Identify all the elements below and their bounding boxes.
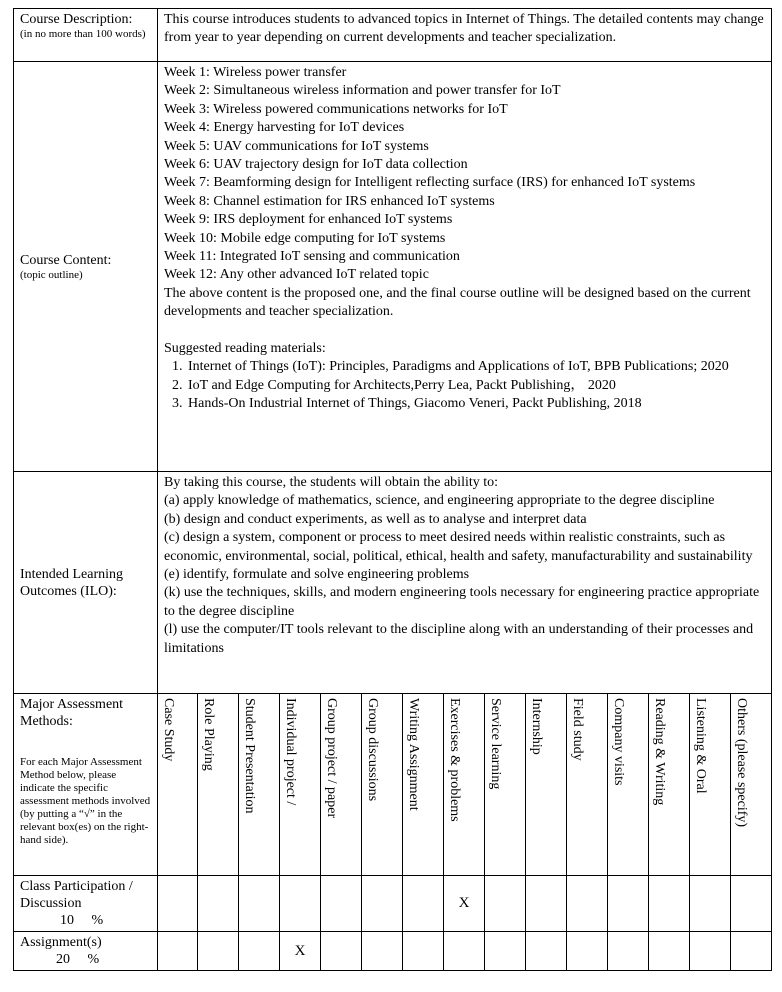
week-item: Week 3: Wireless powered communications networks for IoT xyxy=(164,101,508,117)
assessment-row-percent: 20 % xyxy=(56,952,100,967)
method-label: Reading & Writing xyxy=(652,698,667,806)
content-label: Course Content: xyxy=(20,252,112,268)
method-label: Company visits xyxy=(611,698,626,786)
ilo-label: Intended Learning Outcomes (ILO): xyxy=(14,472,158,694)
mark-cell[interactable]: X xyxy=(444,876,485,932)
mark-cell[interactable] xyxy=(239,932,280,971)
mark-cell[interactable] xyxy=(444,932,485,971)
mark-cell[interactable] xyxy=(158,876,198,932)
reading-item: 2. IoT and Edge Computing for Architects,Perry Lea, Packt Publishing， 2020 xyxy=(186,377,765,395)
assessment-instructions: For each Major Assessment Method below, please indicate the specific assessment methods involved (by putting a “√” in the relevant box(es) on the right-hand side). xyxy=(20,756,151,846)
mark-cell[interactable] xyxy=(485,876,526,932)
method-header xyxy=(198,694,239,876)
reading-title: Suggested reading materials: xyxy=(164,340,326,356)
ilo-item: (c) design a system, component or process to meet desired needs within realistic constraints, such as economic, environmental, social, political, ethical, health and safety, manufacturability and sustainability xyxy=(164,530,753,564)
method-label: Internship xyxy=(529,698,544,755)
method-label: Student Presentation xyxy=(242,698,257,814)
ilo-intro: By taking this course, the students will obtain the ability to: xyxy=(164,475,499,490)
description-row xyxy=(14,9,772,62)
ilo-item: (l) use the computer/IT tools relevant to the discipline along with an understanding of their processes and limitations xyxy=(164,622,754,656)
mark-cell[interactable] xyxy=(690,876,731,932)
mark-cell[interactable] xyxy=(198,932,239,971)
week-item: Week 5: UAV communications for IoT systems xyxy=(164,138,429,154)
method-label: Exercises & problems xyxy=(447,698,462,822)
method-label: Role Playing xyxy=(201,698,216,771)
method-header xyxy=(526,694,567,876)
mark-cell[interactable] xyxy=(690,932,731,971)
mark-cell[interactable]: X xyxy=(280,932,321,971)
assessment-row-participation xyxy=(14,876,772,932)
ilo-item: (e) identify, formulate and solve engineering problems xyxy=(164,567,470,583)
method-header xyxy=(321,694,362,876)
method-header xyxy=(608,694,649,876)
ilo-text xyxy=(158,472,772,694)
method-header xyxy=(280,694,321,876)
mark-cell[interactable] xyxy=(321,932,362,971)
method-label: Field study xyxy=(570,698,585,761)
description-text: This course introduces students to advanced topics in Internet of Things. The detailed contents may change from year to year depending on current developments and teacher specialization. xyxy=(158,9,772,62)
content-label-cell xyxy=(14,62,158,472)
assessment-row-percent: 10 % xyxy=(60,913,104,928)
method-header xyxy=(649,694,690,876)
mark-cell[interactable] xyxy=(567,932,608,971)
content-row xyxy=(14,62,772,472)
method-label: Listening & Oral xyxy=(693,698,708,794)
assessment-label-cell xyxy=(14,694,158,876)
mark-cell[interactable] xyxy=(649,876,690,932)
mark-cell[interactable] xyxy=(731,876,772,932)
method-header xyxy=(690,694,731,876)
mark-cell[interactable] xyxy=(526,876,567,932)
week-item: Week 6: UAV trajectory design for IoT data collection xyxy=(164,157,468,173)
method-label: Writing Assignment xyxy=(406,698,421,811)
method-header xyxy=(403,694,444,876)
assessment-label: Major Assessment Methods: xyxy=(20,697,124,729)
mark-cell[interactable] xyxy=(158,932,198,971)
ilo-item: (a) apply knowledge of mathematics, science, and engineering appropriate to the degree discipline xyxy=(164,493,715,509)
content-text xyxy=(158,62,772,472)
assessment-row-label xyxy=(14,932,158,971)
assessment-row-assignment xyxy=(14,932,772,971)
content-sublabel: (topic outline) xyxy=(20,268,83,281)
mark-cell[interactable] xyxy=(362,932,403,971)
description-label: Course Description: xyxy=(20,12,133,27)
mark-cell[interactable] xyxy=(198,876,239,932)
method-label: Service learning xyxy=(488,698,503,790)
ilo-item: (b) design and conduct experiments, as well as to analyse and interpret data xyxy=(164,511,587,527)
method-label: Group discussions xyxy=(365,698,380,802)
reading-item: 3. Hands-On Industrial Internet of Things, Giacomo Veneri, Packt Publishing, 2018 xyxy=(186,395,765,413)
content-note: The above content is the proposed one, and the final course outline will be designed based on the current developments and teacher specialization. xyxy=(164,285,751,320)
mark-cell[interactable] xyxy=(608,932,649,971)
reading-list xyxy=(164,358,765,413)
mark-cell[interactable] xyxy=(567,876,608,932)
mark-cell[interactable] xyxy=(403,932,444,971)
week-item: Week 1: Wireless power transfer xyxy=(164,65,347,80)
method-header xyxy=(444,694,485,876)
method-header xyxy=(567,694,608,876)
mark-cell[interactable] xyxy=(239,876,280,932)
method-label: Others (please specify) xyxy=(734,698,749,828)
mark-cell[interactable] xyxy=(649,932,690,971)
assessment-row-name: Assignment(s) xyxy=(20,935,102,950)
assessment-row-name: Class Participation / Discussion xyxy=(20,879,133,911)
mark-cell[interactable] xyxy=(485,932,526,971)
method-header xyxy=(731,694,772,876)
week-item: Week 11: Integrated IoT sensing and communication xyxy=(164,249,460,265)
course-form xyxy=(13,8,767,971)
mark-cell[interactable] xyxy=(321,876,362,932)
ilo-item: (k) use the techniques, skills, and modern engineering tools necessary for engineering practice appropriate to the degree discipline xyxy=(164,585,760,619)
course-table xyxy=(13,8,772,971)
method-label: Individual project / xyxy=(283,698,298,806)
mark-cell[interactable] xyxy=(403,876,444,932)
mark-cell[interactable] xyxy=(362,876,403,932)
week-item: Week 10: Mobile edge computing for IoT systems xyxy=(164,230,446,246)
week-item: Week 9: IRS deployment for enhanced IoT systems xyxy=(164,212,453,228)
reading-item: 1. Internet of Things (IoT): Principles, Paradigms and Applications of IoT, BPB Publications; 2020 xyxy=(186,358,765,376)
method-header xyxy=(485,694,526,876)
mark-cell[interactable] xyxy=(608,876,649,932)
mark-cell[interactable] xyxy=(731,932,772,971)
method-header xyxy=(239,694,280,876)
assessment-header-row xyxy=(14,694,772,876)
description-sublabel: (in no more than 100 words) xyxy=(20,28,146,40)
mark-cell[interactable] xyxy=(280,876,321,932)
week-item: Week 2: Simultaneous wireless information and power transfer for IoT xyxy=(164,83,561,99)
method-header xyxy=(362,694,403,876)
assessment-row-label xyxy=(14,876,158,932)
description-label-cell xyxy=(14,9,158,62)
week-item: Week 7: Beamforming design for Intelligent reflecting surface (IRS) for enhanced IoT systems xyxy=(164,175,696,191)
week-item: Week 4: Energy harvesting for IoT devices xyxy=(164,120,405,136)
method-header xyxy=(158,694,198,876)
method-label: Case Study xyxy=(161,698,176,762)
mark-cell[interactable] xyxy=(526,932,567,971)
ilo-row xyxy=(14,472,772,694)
week-item: Week 12: Any other advanced IoT related topic xyxy=(164,267,429,283)
week-item: Week 8: Channel estimation for IRS enhanced IoT systems xyxy=(164,193,495,209)
method-label: Group project / paper xyxy=(324,698,339,819)
